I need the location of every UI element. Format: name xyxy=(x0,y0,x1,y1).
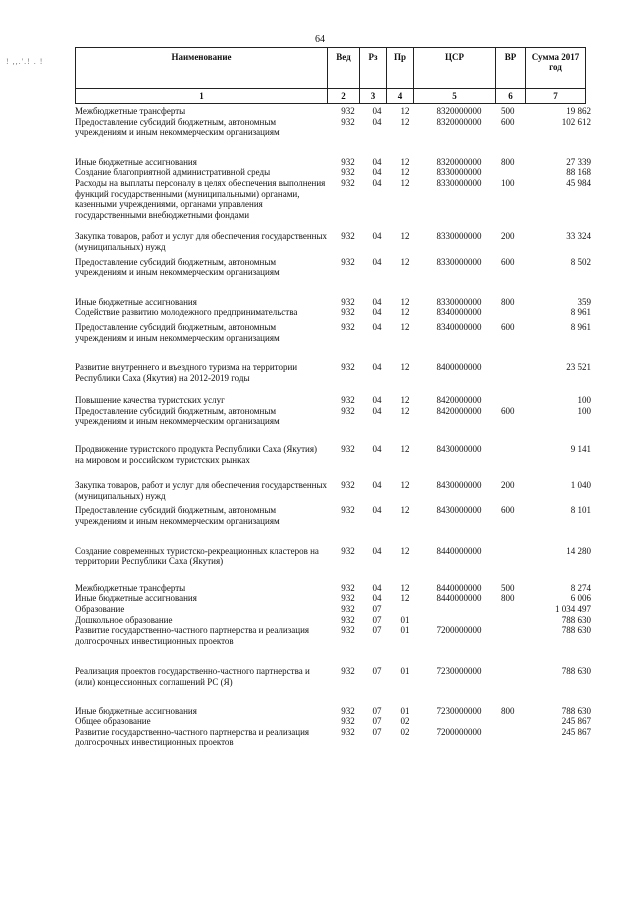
cell-vr: 800 xyxy=(501,296,515,307)
cell-rz: 04 xyxy=(372,395,382,406)
page-number: 64 xyxy=(315,34,325,45)
cell-vr: 800 xyxy=(501,593,515,604)
table-row xyxy=(75,307,591,318)
cell-pr: 12 xyxy=(400,545,410,556)
budget-table-body xyxy=(75,106,591,748)
cell-csr: 8400000000 xyxy=(436,362,482,373)
header-col-number: 2 xyxy=(328,89,360,104)
cell-name: Иные бюджетные ассигнования xyxy=(75,296,197,307)
cell-rz: 04 xyxy=(372,167,382,178)
table-row xyxy=(75,106,591,117)
cell-pr: 12 xyxy=(400,480,410,491)
cell-sum: 788 630 xyxy=(561,666,591,677)
header-col-number: 7 xyxy=(526,89,586,104)
cell-rz: 04 xyxy=(372,307,382,318)
cell-sum: 14 280 xyxy=(566,545,591,556)
table-row xyxy=(75,167,591,178)
cell-csr xyxy=(419,604,499,615)
header-col-number: 1 xyxy=(76,89,328,104)
cell-rz: 07 xyxy=(372,705,382,716)
cell-sum: 8 101 xyxy=(570,505,591,516)
cell-vr xyxy=(499,604,531,615)
cell-rz: 04 xyxy=(372,405,382,416)
cell-vr: 600 xyxy=(501,405,515,416)
cell-ved: 932 xyxy=(341,716,355,727)
cell-sum: 45 984 xyxy=(566,177,591,188)
cell-name: Дошкольное образование xyxy=(75,614,173,625)
cell-ved: 932 xyxy=(341,505,355,516)
cell-sum: 788 630 xyxy=(561,625,591,636)
table-row xyxy=(75,593,591,604)
cell-ved: 932 xyxy=(341,582,355,593)
cell-csr: 7230000000 xyxy=(436,705,482,716)
cell-name: Межбюджетные трансферты xyxy=(75,582,186,593)
cell-vr: 500 xyxy=(501,582,515,593)
cell-pr: 12 xyxy=(400,505,410,516)
cell-sum: 8 502 xyxy=(570,256,591,267)
cell-ved: 932 xyxy=(341,625,355,636)
table-row xyxy=(75,582,591,594)
header-col-number: 6 xyxy=(496,89,526,104)
cell-name: Развитие внутреннего и въездного туризма на территории Республики Саха (Якутия) на 2012-2019 годы xyxy=(75,362,298,383)
table-row xyxy=(75,321,591,343)
cell-ved: 932 xyxy=(341,256,355,267)
cell-ved: 932 xyxy=(341,321,355,332)
header-ved: Вед xyxy=(328,48,360,89)
cell-vr: 200 xyxy=(501,480,515,491)
cell-csr: 8430000000 xyxy=(436,444,482,455)
table-row xyxy=(75,177,591,220)
cell-vr: 600 xyxy=(501,116,515,127)
cell-ved: 932 xyxy=(341,116,355,127)
cell-rz: 07 xyxy=(372,726,382,737)
cell-csr: 7200000000 xyxy=(436,625,482,636)
cell-pr: 12 xyxy=(400,582,410,593)
cell-rz: 04 xyxy=(372,156,382,167)
cell-rz: 04 xyxy=(372,545,382,556)
cell-csr: 8430000000 xyxy=(436,505,482,516)
cell-vr xyxy=(499,362,531,383)
table-row xyxy=(75,726,591,748)
cell-sum: 1 040 xyxy=(570,480,591,491)
cell-pr: 12 xyxy=(400,296,410,307)
table-row xyxy=(75,480,591,501)
cell-csr: 8320000000 xyxy=(436,106,482,116)
header-rz: Рз xyxy=(360,48,387,89)
cell-ved: 932 xyxy=(341,705,355,716)
cell-name: Общее образование xyxy=(75,716,151,727)
cell-name: Продвижение туристского продукта Республики Саха (Якутия) на мировом и российском туристских рынках xyxy=(75,444,317,465)
cell-pr: 12 xyxy=(400,256,410,267)
cell-sum: 27 339 xyxy=(566,156,591,167)
cell-name: Иные бюджетные ассигнования xyxy=(75,593,197,604)
cell-csr: 8340000000 xyxy=(436,307,482,318)
cell-pr: 12 xyxy=(400,405,410,416)
header-col-number: 4 xyxy=(387,89,414,104)
cell-pr: 12 xyxy=(400,395,410,406)
cell-name: Иные бюджетные ассигнования xyxy=(75,156,197,167)
cell-ved: 932 xyxy=(341,296,355,307)
cell-csr: 8340000000 xyxy=(436,321,482,332)
cell-pr: 02 xyxy=(400,726,410,737)
header-name: Наименование xyxy=(76,48,328,89)
cell-vr: 200 xyxy=(501,231,515,242)
cell-vr xyxy=(499,307,531,318)
cell-rz: 07 xyxy=(372,716,382,727)
cell-rz: 07 xyxy=(372,666,382,677)
cell-sum: 88 168 xyxy=(566,167,591,178)
cell-sum: 102 612 xyxy=(561,116,591,127)
cell-rz: 04 xyxy=(372,593,382,604)
cell-ved: 932 xyxy=(341,362,355,373)
table-row xyxy=(75,296,591,308)
cell-pr: 12 xyxy=(400,106,410,116)
table-row xyxy=(75,231,591,252)
cell-ved: 932 xyxy=(341,593,355,604)
cell-sum: 1 034 497 xyxy=(555,604,591,614)
cell-sum: 245 867 xyxy=(561,716,591,727)
cell-name: Развитие государственно-частного партнерства и реализация долгосрочных инвестиционных проектов xyxy=(75,726,310,748)
cell-vr xyxy=(499,167,531,178)
table-row xyxy=(75,545,591,567)
cell-pr: 12 xyxy=(400,156,410,167)
cell-pr: 01 xyxy=(400,625,410,636)
cell-name: Предоставление субсидий бюджетным, автономным учреждениям и иным некоммерческим организациям xyxy=(75,116,280,138)
cell-rz: 04 xyxy=(372,106,382,116)
cell-pr: 01 xyxy=(400,705,410,716)
cell-sum: 33 324 xyxy=(566,231,591,242)
cell-ved: 932 xyxy=(341,480,355,491)
cell-vr: 100 xyxy=(501,177,515,188)
cell-sum: 788 630 xyxy=(561,614,591,625)
cell-sum: 100 xyxy=(577,395,591,406)
cell-ved: 932 xyxy=(341,726,355,737)
cell-rz: 07 xyxy=(372,625,382,636)
cell-pr: 12 xyxy=(400,116,410,127)
cell-name: Развитие государственно-частного партнерства и реализация долгосрочных инвестиционных проектов xyxy=(75,625,310,646)
cell-sum: 359 xyxy=(577,296,591,307)
cell-ved: 932 xyxy=(341,177,355,188)
cell-ved: 932 xyxy=(341,156,355,167)
cell-pr: 02 xyxy=(400,716,410,727)
table-row xyxy=(75,666,591,687)
cell-rz: 04 xyxy=(372,116,382,127)
header-col-number: 3 xyxy=(360,89,387,104)
cell-csr: 8330000000 xyxy=(436,167,482,178)
cell-name: Создание современных туристско-рекреационных кластеров на территории Республики Саха (Якутия) xyxy=(75,545,319,567)
cell-sum: 100 xyxy=(577,405,591,416)
cell-ved: 932 xyxy=(341,545,355,556)
cell-csr: 8440000000 xyxy=(436,593,482,604)
cell-sum: 8 274 xyxy=(570,582,591,593)
cell-csr: 7200000000 xyxy=(436,726,482,737)
cell-csr: 8320000000 xyxy=(436,116,482,127)
cell-name: Создание благоприятной административной среды xyxy=(75,167,271,178)
cell-ved: 932 xyxy=(341,604,355,614)
cell-ved: 932 xyxy=(341,231,355,242)
table-row xyxy=(75,614,591,626)
cell-vr: 500 xyxy=(501,106,515,116)
cell-name: Закупка товаров, работ и услуг для обеспечения государственных (муниципальных) нужд xyxy=(75,480,328,501)
cell-pr: 12 xyxy=(400,231,410,242)
header-pr: Пр xyxy=(387,48,414,89)
cell-vr: 800 xyxy=(501,156,515,167)
header-vr: ВР xyxy=(496,48,526,89)
cell-vr xyxy=(499,716,531,727)
margin-mark: ! ,,.'.! . ! xyxy=(6,57,44,66)
cell-ved: 932 xyxy=(341,167,355,178)
cell-ved: 932 xyxy=(341,614,355,625)
cell-pr: 12 xyxy=(400,177,410,188)
cell-csr: 8320000000 xyxy=(436,156,482,167)
table-row xyxy=(75,116,591,138)
cell-vr xyxy=(499,395,531,406)
cell-pr: 01 xyxy=(400,614,410,625)
cell-pr: 12 xyxy=(400,362,410,373)
cell-sum: 245 867 xyxy=(561,726,591,737)
cell-sum: 19 862 xyxy=(566,106,591,116)
cell-rz: 07 xyxy=(372,614,382,625)
cell-name: Межбюджетные трансферты xyxy=(75,106,186,116)
cell-rz: 04 xyxy=(372,231,382,242)
table-row xyxy=(75,625,591,646)
cell-vr xyxy=(499,666,531,687)
cell-rz: 04 xyxy=(372,177,382,188)
cell-pr: 12 xyxy=(400,167,410,178)
table-row xyxy=(75,716,591,727)
cell-ved: 932 xyxy=(341,395,355,406)
cell-csr: 8330000000 xyxy=(436,231,482,242)
table-row xyxy=(75,256,591,278)
cell-name: Повышение качества туристских услуг xyxy=(75,395,225,406)
cell-sum: 788 630 xyxy=(561,705,591,716)
cell-sum: 23 521 xyxy=(566,362,591,373)
cell-name: Образование xyxy=(75,604,125,614)
cell-name: Иные бюджетные ассигнования xyxy=(75,705,197,716)
table-row xyxy=(75,156,591,168)
cell-ved: 932 xyxy=(341,666,355,677)
cell-name: Предоставление субсидий бюджетным, автономным учреждениям и иным некоммерческим организациям xyxy=(75,321,280,343)
cell-sum: 8 961 xyxy=(570,307,591,318)
cell-pr: 12 xyxy=(400,593,410,604)
cell-vr xyxy=(499,444,531,465)
header-col-number: 5 xyxy=(414,89,496,104)
cell-ved: 932 xyxy=(341,405,355,416)
cell-csr xyxy=(419,716,499,727)
table-row xyxy=(75,405,591,427)
cell-pr: 01 xyxy=(400,666,410,677)
cell-csr: 8440000000 xyxy=(436,545,482,556)
cell-pr: 12 xyxy=(400,444,410,455)
cell-vr: 800 xyxy=(501,705,515,716)
cell-csr: 8330000000 xyxy=(436,296,482,307)
cell-rz: 04 xyxy=(372,321,382,332)
cell-csr: 8440000000 xyxy=(436,582,482,593)
cell-vr xyxy=(499,546,531,567)
table-row xyxy=(75,444,591,465)
cell-sum: 9 141 xyxy=(570,444,591,455)
cell-pr: 12 xyxy=(400,307,410,318)
table-header xyxy=(75,47,585,110)
table-row xyxy=(75,362,591,383)
cell-csr: 8330000000 xyxy=(436,256,482,267)
cell-sum: 8 961 xyxy=(570,321,591,332)
cell-rz: 07 xyxy=(372,604,382,614)
table-row xyxy=(75,505,591,527)
cell-vr xyxy=(499,625,531,646)
cell-rz: 04 xyxy=(372,362,382,373)
cell-csr: 8330000000 xyxy=(436,177,482,188)
cell-pr: 12 xyxy=(400,321,410,332)
cell-rz: 04 xyxy=(372,505,382,516)
cell-ved: 932 xyxy=(341,444,355,455)
cell-ved: 932 xyxy=(341,307,355,318)
cell-vr: 600 xyxy=(501,256,515,267)
cell-name: Расходы на выплаты персоналу в целях обеспечения выполнения функций государственными (муниципальными) органами, казенными учреждениями, органами управления государственными внебюджетными фондами xyxy=(75,177,326,220)
cell-csr: 8420000000 xyxy=(436,405,482,416)
cell-sum: 6 006 xyxy=(570,593,591,604)
cell-rz: 04 xyxy=(372,444,382,455)
cell-csr: 8430000000 xyxy=(436,480,482,491)
cell-vr xyxy=(499,615,531,626)
cell-vr: 600 xyxy=(501,321,515,332)
cell-vr: 600 xyxy=(501,505,515,516)
cell-name: Предоставление субсидий бюджетным, автономным учреждениям и иным некоммерческим организациям xyxy=(75,505,280,527)
cell-vr xyxy=(499,727,531,748)
cell-name: Реализация проектов государственно-частного партнерства и (или) концессионных соглашений РС (Я) xyxy=(75,666,310,687)
cell-name: Закупка товаров, работ и услуг для обеспечения государственных (муниципальных) нужд xyxy=(75,231,328,252)
header-csr: ЦСР xyxy=(414,48,496,89)
cell-rz: 04 xyxy=(372,256,382,267)
cell-csr: 8420000000 xyxy=(436,395,482,406)
table-row xyxy=(75,705,591,717)
cell-csr xyxy=(419,615,499,626)
table-row xyxy=(75,604,591,615)
cell-name: Предоставление субсидий бюджетным, автономным учреждениям и иным некоммерческим организациям xyxy=(75,405,280,427)
cell-name: Предоставление субсидий бюджетным, автономным учреждениям и иным некоммерческим организациям xyxy=(75,256,280,278)
cell-rz: 04 xyxy=(372,296,382,307)
table-row xyxy=(75,395,591,406)
cell-rz: 04 xyxy=(372,480,382,491)
cell-rz: 04 xyxy=(372,582,382,593)
cell-ved: 932 xyxy=(341,106,355,116)
header-sum: Сумма 2017 год xyxy=(526,48,586,89)
cell-csr: 7230000000 xyxy=(436,666,482,677)
cell-name: Содействие развитию молодежного предпринимательства xyxy=(75,307,298,318)
cell-pr xyxy=(391,604,419,615)
